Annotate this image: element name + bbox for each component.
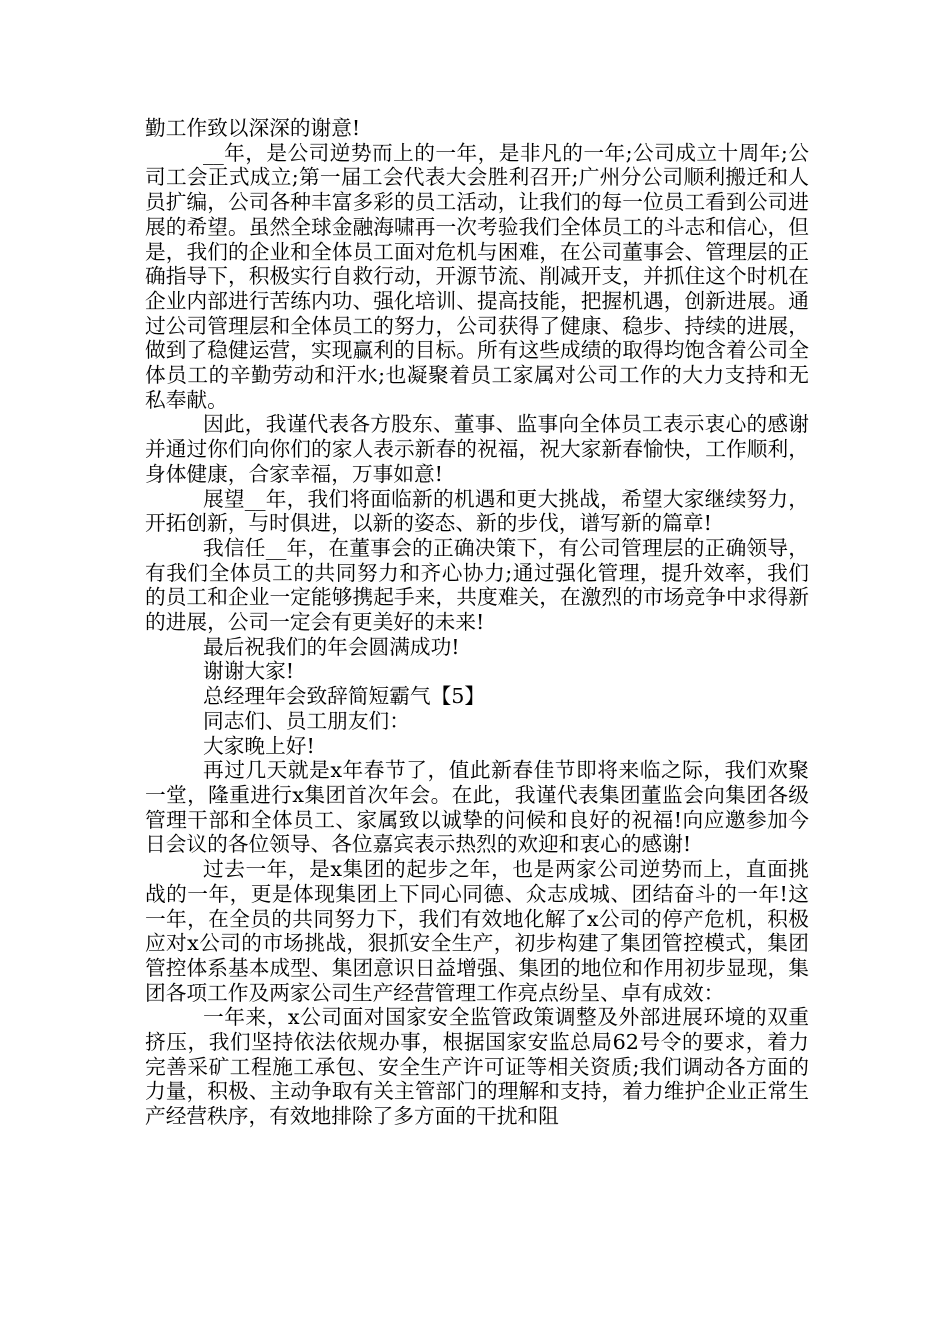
document-page — [145, 116, 809, 1129]
paragraph-outlook: 展望__年，我们将面临新的机遇和更大挑战，希望大家继续努力，开拓创新，与时俱进，以新的姿态、新的步伐，谱写新的篇章! — [145, 486, 809, 536]
paragraph-safety: 一年来，x公司面对国家安全监管政策调整及外部进展环境的双重挤压，我们坚持依法依规办事，根据国家安监总局62号令的要求，着力完善采矿工程施工承包、安全生产许可证等相关资质;我们调动各方面的力量，积极、主动争取有关主管部门的理解和支持，着力维护企业正常生产经营秩序，有效地排除了多方面的干扰和阻 — [145, 1005, 809, 1129]
paragraph-spring-festival: 再过几天就是x年春节了，值此新春佳节即将来临之际，我们欢聚一堂，隆重进行x集团首次年会。在此，我谨代表集团董监会向集团各级管理干部和全体员工、家属致以诚挚的问候和良好的祝福!向应邀参加今日会议的各位领导、各位嘉宾表示热烈的欢迎和衷心的感谢! — [145, 758, 809, 857]
paragraph-confidence: 我信任__年，在董事会的正确决策下，有公司管理层的正确领导，有我们全体员工的共同努力和齐心协力;通过强化管理，提升效率，我们的员工和企业一定能够携起手来，共度难关，在激烈的市场竞争中求得新的进展，公司一定会有更美好的未来! — [145, 535, 809, 635]
paragraph-continuation: 勤工作致以深深的谢意! — [145, 116, 361, 140]
paragraph-thanks: 因此，我谨代表各方股东、董事、监事向全体员工表示衷心的感谢并通过你们向你们的家人表示新春的祝福，祝大家新春愉快，工作顺利，身体健康，合家幸福，万事如意! — [145, 412, 809, 486]
paragraph-thank-you: 谢谢大家! — [203, 659, 295, 684]
paragraph-company-year: __年，是公司逆势而上的一年，是非凡的一年;公司成立十周年;公司工会正式成立;第一届工会代表大会胜利召开;广州分公司顺利搬迁和人员扩编，公司各种丰富多彩的员工活动，让我们的每一位员工看到公司进展的希望。虽然全球金融海啸再一次考验我们全体员工的斗志和信心，但是，我们的企业和全体员工面对危机与困难，在公司董事会、管理层的正确指导下，积极实行自救行动，开源节流、削减开支，并抓住这个时机在企业内部进行苦练内功、强化培训、提高技能，把握机遇，创新进展。通过公司管理层和全体员工的努力，公司获得了健康、稳步、持续的进展，做到了稳健运营，实现赢利的目标。所有这些成绩的取得均饱含着公司全体员工的辛勤劳动和汗水;也凝聚着员工家属对公司工作的大力支持和无私奉献。 — [145, 140, 809, 412]
section-heading: 总经理年会致辞简短霸气【5】 — [203, 684, 486, 709]
paragraph-past-year: 过去一年，是x集团的起步之年，也是两家公司逆势而上，直面挑战的一年，更是体现集团上下同心同德、众志成城、团结奋斗的一年!这一年，在全员的共同努力下，我们有效地化解了x公司的停产危机，积极应对x公司的市场挑战，狠抓安全生产，初步构建了集团管控模式，集团管控体系基本成型、集团意识日益增强、集团的地位和作用初步显现，集团各项工作及两家公司生产经营管理工作亮点纷呈、卓有成效： — [145, 857, 809, 1005]
paragraph-wish: 最后祝我们的年会圆满成功! — [203, 634, 460, 659]
paragraph-salutation: 同志们、员工朋友们： — [203, 708, 410, 733]
paragraph-greeting: 大家晚上好! — [203, 733, 315, 758]
